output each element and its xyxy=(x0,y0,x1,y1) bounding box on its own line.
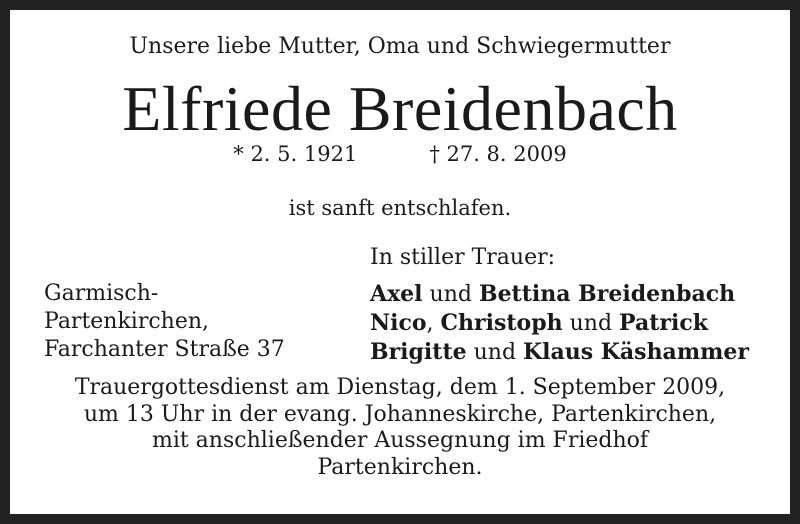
service-line: Trauergottesdienst am Dienstag, dem 1. September 2009, xyxy=(74,375,726,400)
deceased-name: Elfriede Breidenbach xyxy=(122,73,678,144)
mourner-name: Axel xyxy=(370,281,423,307)
service-line: Partenkirchen. xyxy=(317,454,483,480)
mourner-name: Christoph xyxy=(440,310,563,336)
death-date: † 27. 8. 2009 xyxy=(429,142,567,166)
birth-date: * 2. 5. 1921 xyxy=(233,142,358,166)
mourner-row xyxy=(370,338,749,367)
address-line: Garmisch- xyxy=(44,281,159,306)
service-line: mit anschließender Aussegnung im Friedhof xyxy=(151,428,649,453)
mourner-joiner: und xyxy=(466,340,524,365)
address-line: Partenkirchen, xyxy=(44,309,210,334)
mourner-name: Bettina Breidenbach xyxy=(478,281,736,307)
address-line: Farchanter Straße 37 xyxy=(44,337,285,362)
intro-line: Unsere liebe Mutter, Oma und Schwiegermutter xyxy=(129,34,671,59)
mourners-list xyxy=(370,280,749,367)
mourner-name: Nico xyxy=(370,310,427,336)
mourner-name: Patrick xyxy=(619,310,708,336)
address-block xyxy=(44,280,285,364)
mourner-name: Brigitte xyxy=(370,339,467,365)
life-dates xyxy=(10,142,790,166)
service-details xyxy=(10,375,790,481)
mourner-joiner: , xyxy=(426,311,441,336)
mourner-joiner: und xyxy=(562,311,620,336)
mourner-joiner: und xyxy=(422,282,479,307)
mourner-row xyxy=(370,280,749,309)
passed-away-line: ist sanft entschlafen. xyxy=(288,196,512,220)
mourning-label: In stiller Trauer: xyxy=(370,245,556,270)
mourner-row xyxy=(370,309,749,338)
service-line: um 13 Uhr in der evang. Johanneskirche, Partenkirchen, xyxy=(83,401,717,427)
mourner-name: Klaus Käshammer xyxy=(523,339,749,365)
